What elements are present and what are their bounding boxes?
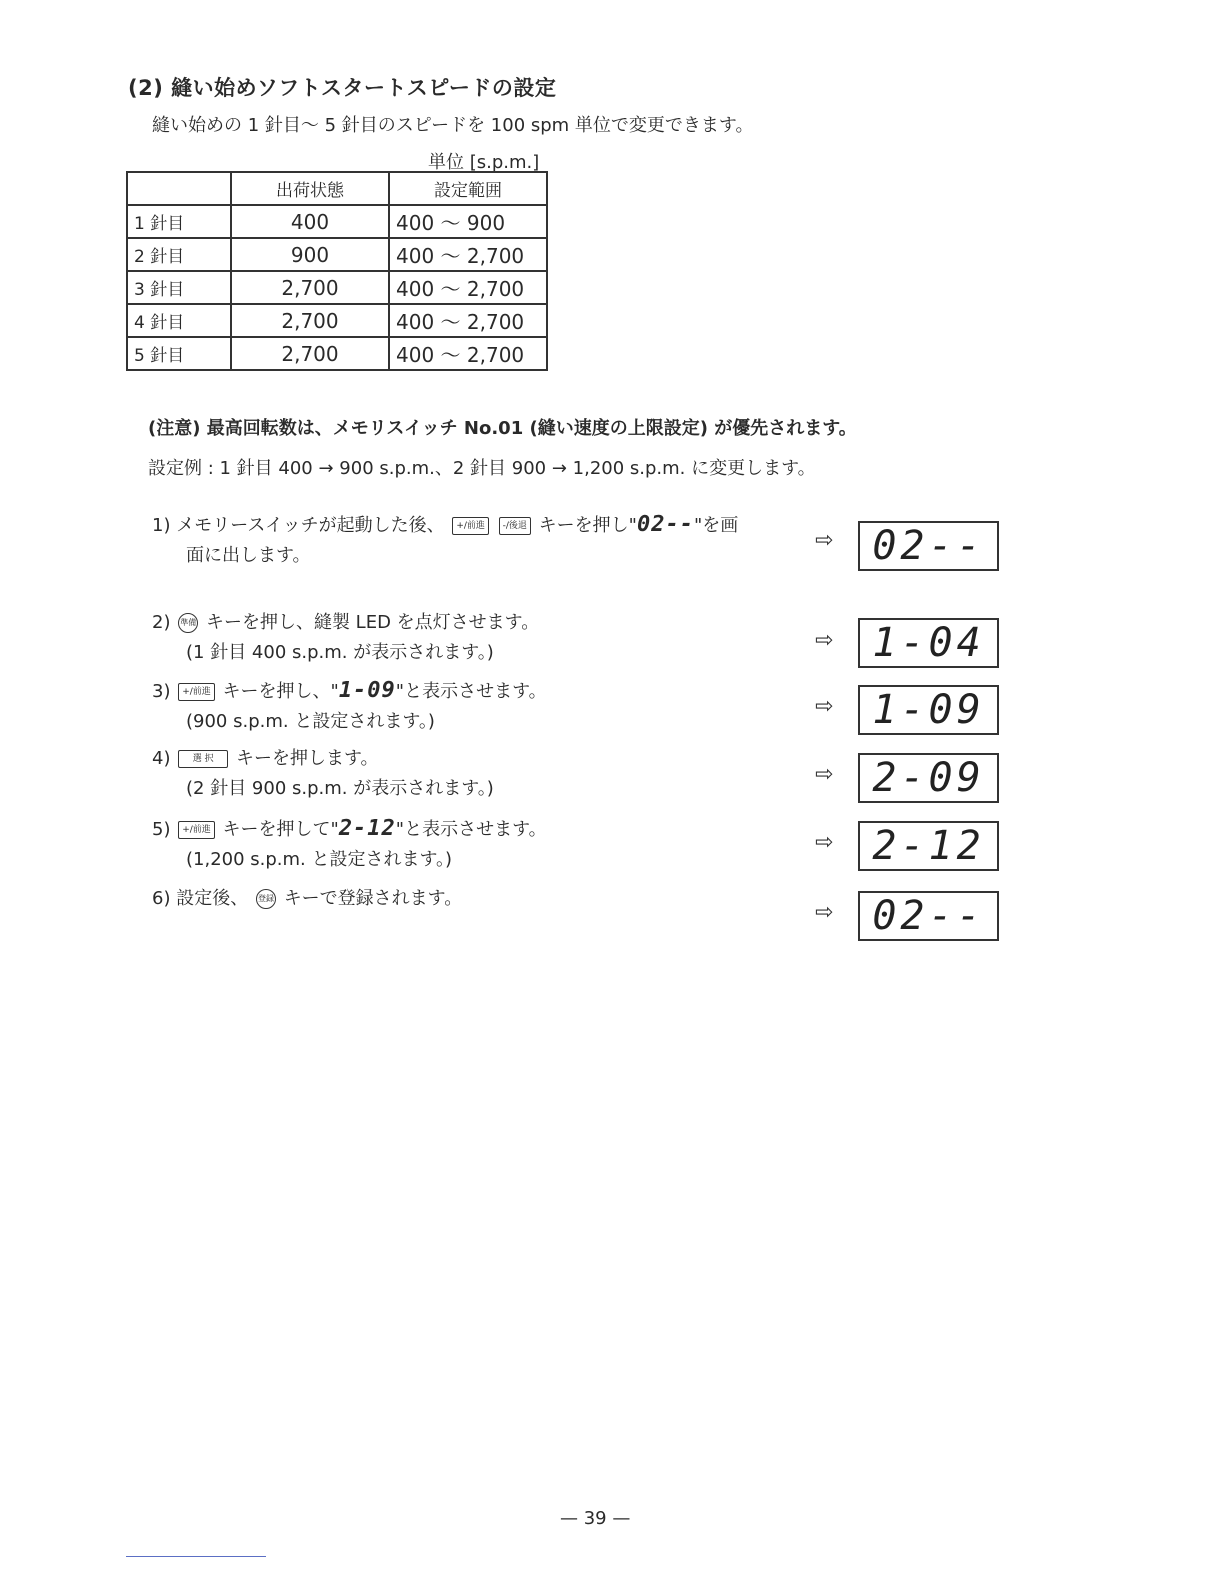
arrow-right-icon: ⇨ — [815, 628, 834, 653]
arrow-right-icon: ⇨ — [815, 900, 834, 925]
step-3 — [152, 676, 547, 737]
arrow-right-icon: ⇨ — [815, 694, 834, 719]
table-header: 設定範囲 — [389, 172, 547, 205]
step-text: キーを押して" — [222, 819, 339, 840]
step-text: キーで登録されます。 — [283, 888, 463, 909]
default-value: 2,700 — [231, 337, 389, 370]
ready-key-icon: 準備 — [178, 613, 198, 633]
intro-text: 縫い始めの 1 針目〜 5 針目のスピードを 100 spm 単位で変更できます。 — [152, 115, 754, 136]
step-number: 2) — [152, 612, 171, 633]
speed-table — [126, 171, 548, 371]
minus-backward-key-icon: -/後退 — [499, 517, 531, 535]
stitch-label: 1 針目 — [127, 205, 231, 238]
register-key-icon: 登録 — [256, 889, 276, 909]
step-text: "を画 — [693, 515, 739, 536]
display-code: 2-12 — [338, 816, 396, 841]
select-key-icon: 選 択 — [178, 750, 228, 768]
lcd-display: 1-09 — [858, 685, 999, 735]
page-number: — 39 — — [560, 1508, 631, 1529]
table-header: 出荷状態 — [231, 172, 389, 205]
range-value: 400 〜 2,700 — [389, 271, 547, 304]
display-code: 02-- — [636, 512, 694, 537]
range-value: 400 〜 2,700 — [389, 238, 547, 271]
table-row — [127, 205, 547, 238]
step-5 — [152, 814, 547, 875]
step-text: "と表示させます。 — [395, 681, 547, 702]
lcd-display: 1-04 — [858, 618, 999, 668]
lcd-display: 02-- — [858, 521, 999, 571]
default-value: 2,700 — [231, 304, 389, 337]
step-subtext: (2 針目 900 s.p.m. が表示されます。) — [186, 778, 494, 799]
lcd-display: 02-- — [858, 891, 999, 941]
step-number: 4) — [152, 748, 171, 769]
step-1 — [152, 510, 738, 571]
arrow-right-icon: ⇨ — [815, 762, 834, 787]
table-header-row — [127, 172, 547, 205]
default-value: 2,700 — [231, 271, 389, 304]
table-row — [127, 304, 547, 337]
step-subtext: (900 s.p.m. と設定されます。) — [186, 711, 435, 732]
step-text: キーを押し、" — [222, 681, 339, 702]
step-number: 1) — [152, 515, 171, 536]
step-number: 5) — [152, 819, 171, 840]
lcd-display: 2-12 — [858, 821, 999, 871]
step-subtext: (1,200 s.p.m. と設定されます。) — [186, 849, 453, 870]
stitch-label: 5 針目 — [127, 337, 231, 370]
stitch-label: 2 針目 — [127, 238, 231, 271]
step-text: メモリースイッチが起動した後、 — [176, 515, 445, 536]
lcd-display: 2-09 — [858, 753, 999, 803]
plus-forward-key-icon: +/前進 — [178, 683, 215, 701]
step-text: キーを押し" — [538, 515, 637, 536]
step-6 — [152, 884, 462, 914]
arrow-right-icon: ⇨ — [815, 528, 834, 553]
step-text: キーを押し、縫製 LED を点灯させます。 — [205, 612, 540, 633]
default-value: 900 — [231, 238, 389, 271]
stitch-label: 3 針目 — [127, 271, 231, 304]
step-text: 設定後、 — [176, 888, 249, 909]
arrow-right-icon: ⇨ — [815, 830, 834, 855]
range-value: 400 〜 2,700 — [389, 337, 547, 370]
step-2 — [152, 608, 539, 668]
section-title: (2) 縫い始めソフトスタートスピードの設定 — [128, 76, 557, 100]
step-subtext: (1 針目 400 s.p.m. が表示されます。) — [186, 642, 494, 663]
unit-label: 単位 [s.p.m.] — [428, 152, 540, 173]
step-number: 6) — [152, 888, 171, 909]
caution-note: (注意) 最高回転数は、メモリスイッチ No.01 (縫い速度の上限設定) が優先されます。 — [148, 418, 857, 439]
step-text: "と表示させます。 — [395, 819, 547, 840]
step-text: キーを押します。 — [235, 748, 379, 769]
footer-rule — [126, 1556, 266, 1557]
table-row — [127, 337, 547, 370]
step-subtext: 面に出します。 — [186, 545, 311, 566]
stitch-label: 4 針目 — [127, 304, 231, 337]
table-header — [127, 172, 231, 205]
example-text: 設定例 : 1 針目 400 → 900 s.p.m.、2 針目 900 → 1,200 s.p.m. に変更します。 — [148, 458, 816, 479]
table-row — [127, 238, 547, 271]
range-value: 400 〜 900 — [389, 205, 547, 238]
display-code: 1-09 — [338, 678, 396, 703]
plus-forward-key-icon: +/前進 — [452, 517, 489, 535]
table-row — [127, 271, 547, 304]
plus-forward-key-icon: +/前進 — [178, 821, 215, 839]
default-value: 400 — [231, 205, 389, 238]
range-value: 400 〜 2,700 — [389, 304, 547, 337]
step-4 — [152, 744, 494, 804]
step-number: 3) — [152, 681, 171, 702]
